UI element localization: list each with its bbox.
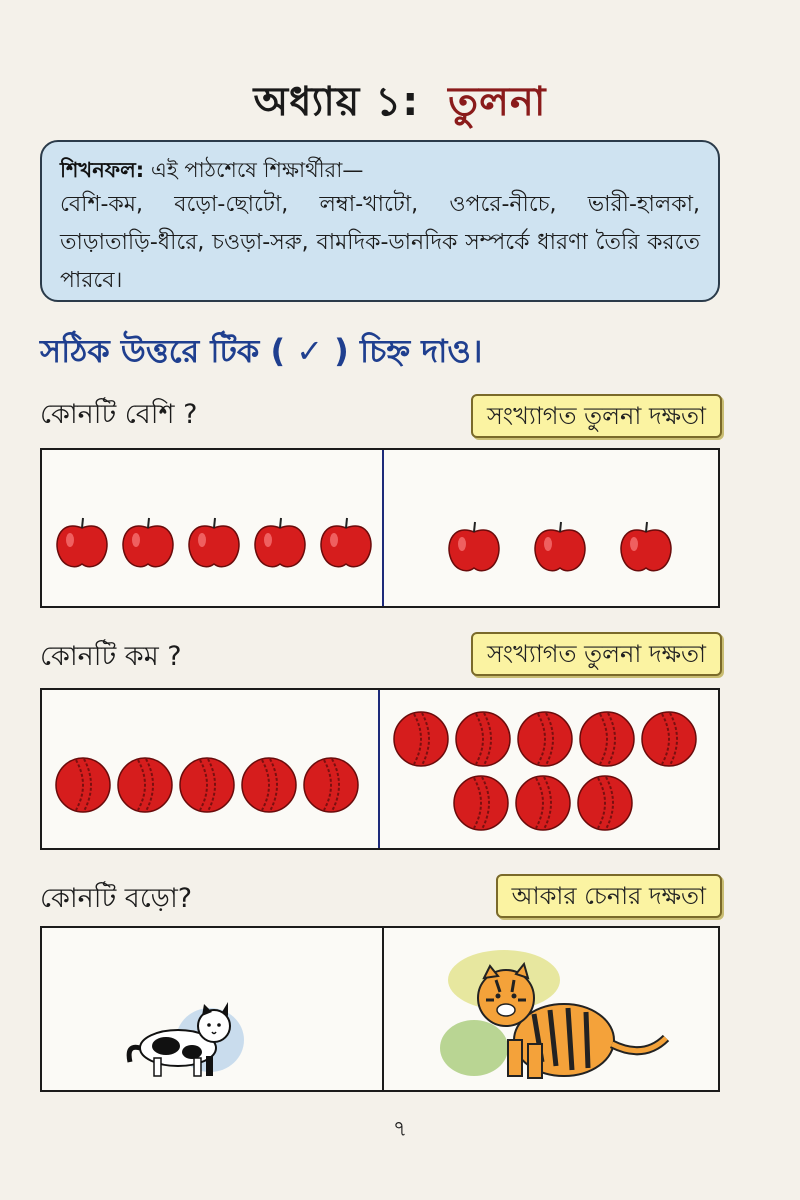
outcome-heading: শিখনফল: xyxy=(60,158,145,182)
cricket-ball-icon xyxy=(116,756,174,814)
question-2-skill-tag: সংখ্যাগত তুলনা দক্ষতা xyxy=(471,632,722,676)
apple-icon xyxy=(316,516,376,570)
apple-icon xyxy=(118,516,178,570)
page-number: ৭ xyxy=(392,1117,408,1142)
cricket-ball-icon xyxy=(54,756,112,814)
outcome-body: বেশি-কম, বড়ো-ছোটো, লম্বা-খাটো, ওপরে-নীচে, ভারী-হালকা, তাড়াতাড়ি-ধীরে, চওড়া-সরু, বামদিক-ডানদিক সম্পর্কে ধারণা তৈরি করতে পারবে। xyxy=(60,192,700,293)
cricket-ball-icon xyxy=(576,774,634,832)
cricket-ball-icon xyxy=(392,710,450,768)
question-3-text: কোনটি বড়ো? xyxy=(40,883,193,914)
chapter-label: অধ্যায় ১: xyxy=(253,79,420,125)
question-1-panel xyxy=(40,448,720,608)
tiger-illustration xyxy=(434,940,684,1090)
question-2-text: কোনটি কম ? xyxy=(40,641,182,672)
cricket-ball-icon xyxy=(302,756,360,814)
cricket-ball-icon xyxy=(640,710,698,768)
question-3-option-left[interactable] xyxy=(42,928,382,1090)
question-1-text: কোনটি বেশি ? xyxy=(40,399,198,430)
cricket-ball-icon xyxy=(516,710,574,768)
apple-icon xyxy=(250,516,310,570)
question-3-panel xyxy=(40,926,720,1092)
question-3-skill-tag: আকার চেনার দক্ষতা xyxy=(496,874,722,918)
question-1-option-right[interactable] xyxy=(384,450,720,606)
outcome-intro: এই পাঠশেষে শিক্ষার্থীরা— xyxy=(150,158,364,182)
cricket-ball-icon xyxy=(452,774,510,832)
cricket-ball-icon xyxy=(578,710,636,768)
learning-outcome-box xyxy=(40,140,720,302)
question-2-option-right[interactable] xyxy=(380,690,720,848)
chapter-name: তুলনা xyxy=(448,79,547,125)
apple-icon xyxy=(616,520,676,574)
question-2-panel xyxy=(40,688,720,850)
question-3-option-right[interactable] xyxy=(384,928,720,1090)
question-1-skill-tag: সংখ্যাগত তুলনা দক্ষতা xyxy=(471,394,722,438)
apple-icon xyxy=(530,520,590,574)
question-2-option-left[interactable] xyxy=(42,690,378,848)
apple-icon xyxy=(444,520,504,574)
cricket-ball-icon xyxy=(514,774,572,832)
cat-illustration xyxy=(118,978,258,1088)
apple-icon xyxy=(184,516,244,570)
instruction-heading: সঠিক উত্তরে টিক ( ✓ ) চিহ্ন দাও। xyxy=(40,332,483,370)
chapter-title xyxy=(0,70,800,137)
apple-icon xyxy=(52,516,112,570)
cricket-ball-icon xyxy=(178,756,236,814)
cricket-ball-icon xyxy=(240,756,298,814)
question-1-option-left[interactable] xyxy=(42,450,382,606)
cricket-ball-icon xyxy=(454,710,512,768)
